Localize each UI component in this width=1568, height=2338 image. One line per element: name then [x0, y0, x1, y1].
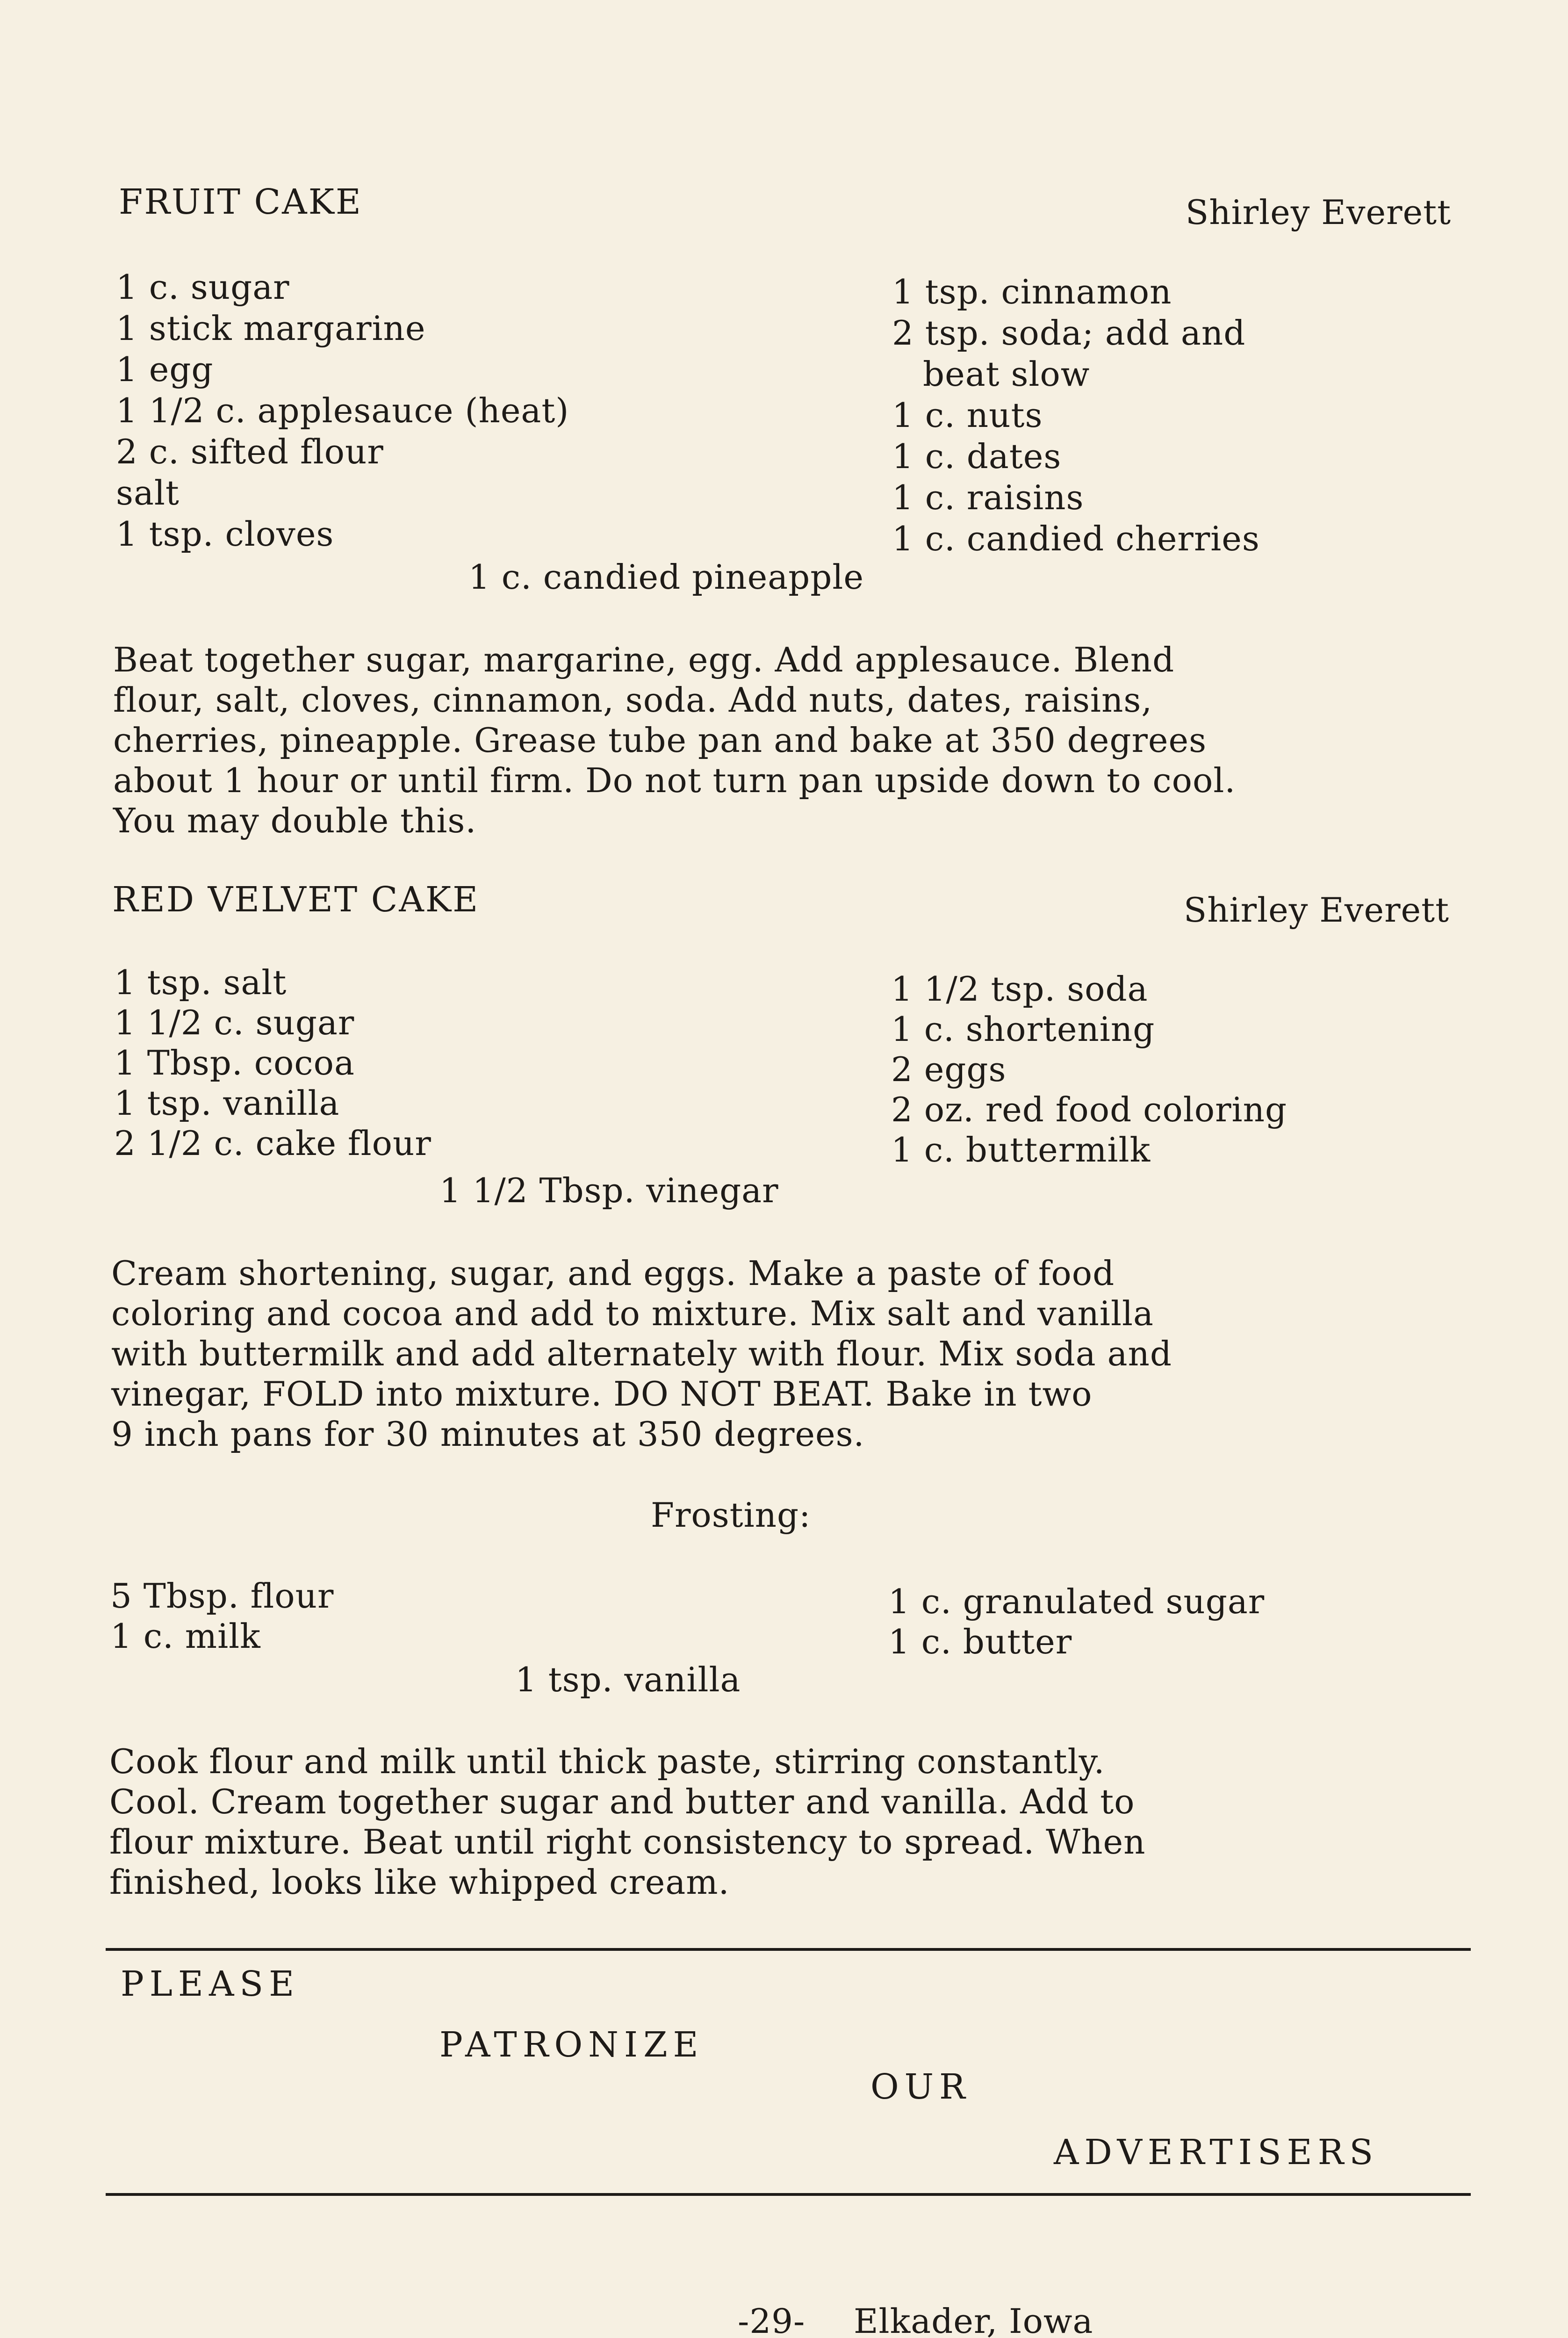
ingredient: 1 c. granulated sugar	[888, 1582, 1265, 1621]
ingredient: 1 c. nuts	[892, 396, 1043, 435]
direction-line: Cream shortening, sugar, and eggs. Make a paste of food	[111, 1254, 1115, 1293]
direction-line: You may double this.	[113, 801, 477, 840]
divider-rule-top	[106, 1948, 1471, 1951]
direction-line: Cool. Cream together sugar and butter and vanilla. Add to	[109, 1782, 1135, 1821]
ingredient: 1 c. buttermilk	[891, 1130, 1151, 1169]
ingredient: 1 c. candied cherries	[892, 519, 1260, 558]
ingredient: 2 oz. red food coloring	[891, 1090, 1287, 1129]
ingredient: 1 Tbsp. cocoa	[114, 1043, 355, 1082]
ingredient: 1 c. sugar	[116, 267, 290, 307]
fruit-cake-author: Shirley Everett	[1185, 193, 1451, 232]
frosting-directions	[109, 1741, 1145, 1902]
frosting-label: Frosting:	[651, 1495, 811, 1535]
fruit-cake-directions	[113, 640, 1236, 841]
direction-line: finished, looks like whipped cream.	[109, 1862, 730, 1902]
ingredient: 1 tsp. vanilla	[114, 1083, 340, 1123]
fruit-cake-ingredients-left	[116, 267, 569, 555]
divider-rule-bottom	[106, 2193, 1471, 2196]
ingredient: 1 1/2 tsp. soda	[891, 969, 1148, 1009]
advert-patronize: PATRONIZE	[439, 2025, 704, 2065]
advert-please: PLEASE	[121, 1964, 300, 2004]
red-velvet-title: RED VELVET CAKE	[112, 880, 480, 920]
ingredient: 5 Tbsp. flour	[110, 1576, 334, 1616]
advert-advertisers: ADVERTISERS	[1054, 2132, 1379, 2172]
ingredient: beat slow	[923, 354, 1090, 394]
direction-line: Cook flour and milk until thick paste, stirring constantly.	[109, 1742, 1105, 1781]
direction-line: coloring and cocoa and add to mixture. Mix salt and vanilla	[111, 1294, 1154, 1333]
advert-our: OUR	[870, 2067, 971, 2107]
red-velvet-ingredient-center: 1 1/2 Tbsp. vinegar	[439, 1171, 779, 1210]
ingredient: 1 c. raisins	[892, 478, 1084, 517]
ingredient: 1 c. shortening	[891, 1010, 1155, 1049]
direction-line: Beat together sugar, margarine, egg. Add applesauce. Blend	[113, 640, 1175, 679]
fruit-cake-ingredients-right	[892, 271, 1260, 559]
red-velvet-ingredients-left	[114, 962, 432, 1163]
ingredient: 2 c. sifted flour	[116, 432, 384, 471]
ingredient: 1 1/2 c. sugar	[114, 1003, 355, 1042]
frosting-ingredients-left	[110, 1576, 334, 1656]
frosting-ingredient-center: 1 tsp. vanilla	[515, 1660, 741, 1699]
frosting-ingredients-right	[888, 1581, 1265, 1662]
page-number: -29-	[738, 2302, 806, 2338]
ingredient: 1 c. butter	[888, 1622, 1072, 1661]
direction-line: about 1 hour or until firm. Do not turn pan upside down to cool.	[113, 761, 1236, 800]
red-velvet-ingredients-right	[891, 969, 1287, 1170]
ingredient: 1 egg	[116, 350, 214, 389]
ingredient: 1 stick margarine	[116, 309, 426, 348]
red-velvet-author: Shirley Everett	[1183, 890, 1449, 930]
direction-line: cherries, pineapple. Grease tube pan and bake at 350 degrees	[113, 721, 1207, 760]
fruit-cake-title: FRUIT CAKE	[119, 182, 362, 222]
direction-line: flour, salt, cloves, cinnamon, soda. Add nuts, dates, raisins,	[113, 680, 1153, 720]
ingredient: 2 eggs	[891, 1050, 1007, 1089]
ingredient: 1 tsp. cloves	[116, 514, 334, 554]
ingredient: salt	[116, 473, 180, 512]
ingredient: 1 1/2 c. applesauce (heat)	[116, 391, 569, 430]
fruit-cake-ingredient-center: 1 c. candied pineapple	[468, 557, 864, 597]
footer-place: Elkader, Iowa	[854, 2302, 1093, 2338]
ingredient: 1 tsp. salt	[114, 963, 287, 1002]
ingredient: 1 tsp. cinnamon	[892, 272, 1172, 311]
ingredient: 2 1/2 c. cake flour	[114, 1124, 432, 1163]
direction-line: with buttermilk and add alternately with flour. Mix soda and	[111, 1334, 1172, 1373]
direction-line: vinegar, FOLD into mixture. DO NOT BEAT. Bake in two	[111, 1374, 1093, 1414]
red-velvet-directions	[111, 1253, 1172, 1454]
ingredient: 2 tsp. soda; add and	[892, 313, 1246, 353]
direction-line: flour mixture. Beat until right consistency to spread. When	[109, 1822, 1146, 1862]
direction-line: 9 inch pans for 30 minutes at 350 degrees.	[111, 1414, 865, 1454]
ingredient: 1 c. milk	[110, 1616, 261, 1656]
ingredient: 1 c. dates	[892, 437, 1062, 476]
